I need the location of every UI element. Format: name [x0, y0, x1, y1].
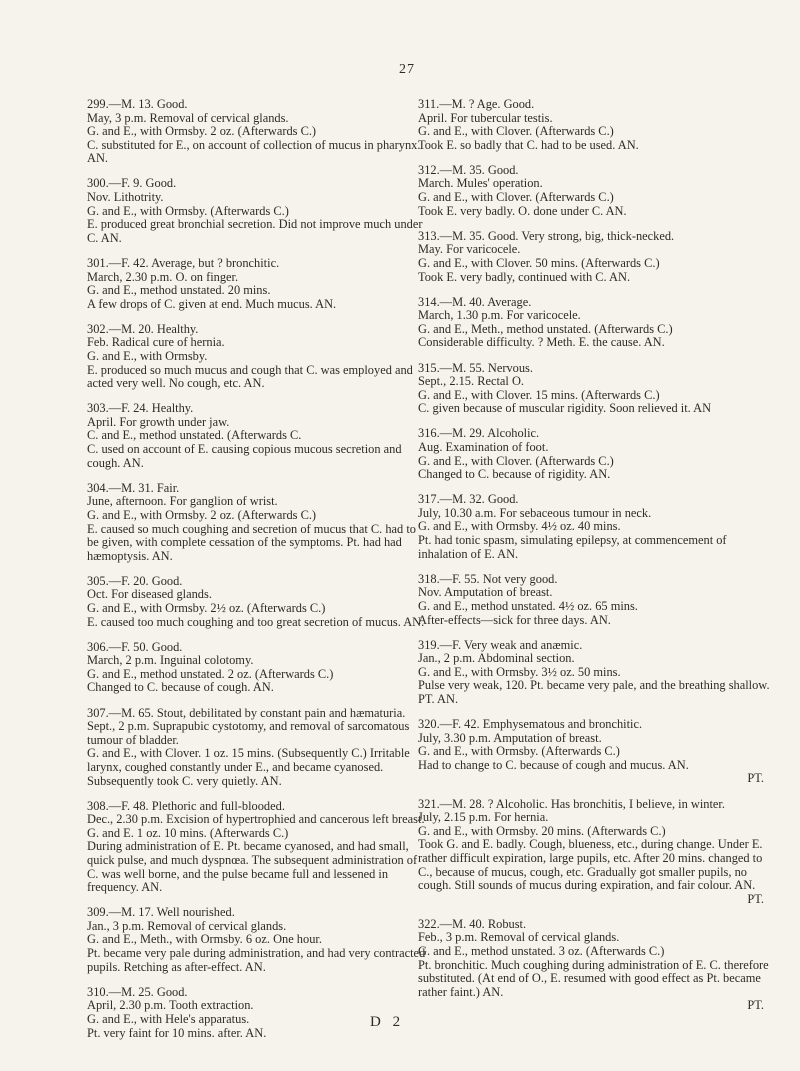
- case-line: Sept., 2 p.m. Suprapubic cystotomy, and removal of sarcomatous tumour of bladder.: [87, 719, 410, 747]
- case-heading: 303.—F. 24. Healthy.: [87, 401, 194, 416]
- case-entry-304: [87, 482, 427, 564]
- case-line: G. and E., with Ormsby. 2½ oz. (Afterwards C.): [87, 601, 326, 615]
- case-line: Took E. so badly that C. had to be used. AN.: [418, 137, 639, 152]
- case-line: Sept., 2.15. Rectal O.: [418, 374, 524, 389]
- case-entry-307: [87, 707, 427, 789]
- case-line: G. and E., Meth., with Ormsby. 6 oz. One hour.: [87, 932, 322, 947]
- case-operator: PT.: [747, 771, 764, 786]
- case-heading: 318.—F. 55. Not very good.: [418, 571, 558, 586]
- case-line: July, 10.30 a.m. For sebaceous tumour in neck.: [418, 505, 652, 520]
- case-line: Jan., 3 p.m. Removal of cervical glands.: [87, 918, 287, 933]
- case-line: G. and E., with Ormsby. 2 oz. (Afterwards C.): [87, 124, 317, 139]
- case-line: Pulse very weak, 120. Pt. became very pale, and the breathing shallow. PT. AN.: [418, 678, 770, 706]
- case-line: Nov. Amputation of breast.: [418, 585, 553, 600]
- case-line: G. and E., with Clover. (Afterwards C.): [418, 124, 614, 139]
- case-entry-319: [418, 639, 770, 707]
- case-line: G. and E., with Hele's apparatus.: [87, 1011, 250, 1026]
- case-entry-321: [418, 798, 770, 907]
- case-heading: 322.—M. 40. Robust.: [418, 916, 527, 931]
- case-entry-309: [87, 906, 427, 974]
- page-number: 27: [399, 62, 415, 77]
- case-line: Changed to C. because of rigidity. AN.: [418, 467, 611, 482]
- case-entry-318: [418, 573, 770, 627]
- case-line: G. and E., with Clover. 1 oz. 15 mins. (Subsequently C.) Irritable larynx, coughed constantly under E., and became cyanosed. Subsequently took C. very quietly. AN.: [87, 746, 410, 788]
- case-heading: 307.—M. 65. Stout, debilitated by constant pain and hæmaturia.: [87, 705, 406, 720]
- case-heading: 312.—M. 35. Good.: [418, 162, 519, 177]
- case-entry-315: [418, 362, 770, 416]
- case-operator: PT.: [747, 891, 764, 906]
- case-line: March. Mules' operation.: [418, 176, 543, 191]
- case-line: G. and E., method unstated. 4½ oz. 65 mins.: [418, 598, 638, 613]
- case-heading: 320.—F. 42. Emphysematous and bronchitic.: [418, 717, 643, 732]
- case-heading: 317.—M. 32. Good.: [418, 492, 519, 507]
- case-line: July, 3.30 p.m. Amputation of breast.: [418, 730, 602, 745]
- case-line: C. used on account of E. causing copious mucous secretion and cough. AN.: [87, 442, 402, 470]
- case-line: G. and E., with Ormsby.: [87, 349, 208, 363]
- case-line: Had to change to C. because of cough and mucus. AN.: [418, 757, 689, 772]
- case-line: G. and E., with Ormsby. 20 mins. (Afterwards C.): [418, 823, 666, 838]
- right-column: [418, 98, 770, 1024]
- case-line: G. and E., Meth., method unstated. (Afterwards C.): [418, 321, 673, 336]
- case-line: G. and E., method unstated. 2 oz. (Afterwards C.): [87, 666, 334, 681]
- case-heading: 319.—F. Very weak and anæmic.: [418, 637, 583, 652]
- case-heading: 301.—F. 42. Average, but ? bronchitic.: [87, 255, 280, 270]
- case-line: Aug. Examination of foot.: [418, 439, 549, 454]
- case-line: G. and E., with Ormsby. (Afterwards C.): [87, 203, 289, 218]
- case-line: E. produced so much mucus and cough that C. was employed and acted very well. No cough, etc. AN.: [87, 362, 413, 391]
- case-line: May. For varicocele.: [418, 242, 521, 257]
- case-line: April, 2.30 p.m. Tooth extraction.: [87, 998, 254, 1013]
- signature-mark: D 2: [370, 1014, 405, 1030]
- case-heading: 306.—F. 50. Good.: [87, 639, 183, 654]
- case-entry-302: [87, 323, 427, 391]
- case-line: Pt. bronchitic. Much coughing during administration of E. C. therefore substituted. (At end of O., E. resumed with good effect as Pt. became rather faint.) AN.: [418, 957, 769, 999]
- case-entry-312: [418, 164, 770, 218]
- case-line: Pt. became very pale during administration, and had very contracted pupils. Retching as after-effect. AN.: [87, 946, 426, 974]
- case-entry-300: [87, 177, 427, 245]
- case-line: March, 2 p.m. Inguinal colotomy.: [87, 653, 254, 668]
- case-entry-303: [87, 402, 427, 470]
- case-line: G. and E., method unstated. 3 oz. (Afterwards C.): [418, 943, 665, 958]
- case-line: March, 2.30 p.m. O. on finger.: [87, 269, 239, 284]
- case-line: G. and E., with Clover. 15 mins. (Afterwards C.): [418, 387, 660, 402]
- case-line: April. For tubercular testis.: [418, 110, 553, 125]
- case-line: Pt. very faint for 10 mins. after. AN.: [87, 1025, 267, 1040]
- case-entry-314: [418, 296, 770, 350]
- case-line: April. For growth under jaw.: [87, 414, 230, 429]
- case-heading: 315.—M. 55. Nervous.: [418, 360, 533, 375]
- case-entry-316: [418, 427, 770, 481]
- case-entry-310: [87, 986, 427, 1040]
- case-entry-313: [418, 230, 770, 284]
- case-line: Changed to C. because of cough. AN.: [87, 680, 274, 695]
- case-heading: 310.—M. 25. Good.: [87, 984, 188, 999]
- case-line: May, 3 p.m. Removal of cervical glands.: [87, 110, 289, 125]
- case-heading: 299.—M. 13. Good.: [87, 97, 188, 111]
- case-entry-305: [87, 575, 427, 629]
- case-line: June, afternoon. For ganglion of wrist.: [87, 494, 278, 509]
- case-line: G. and E., with Clover. (Afterwards C.): [418, 453, 614, 468]
- case-entry-308: [87, 800, 427, 895]
- case-line: E. produced great bronchial secretion. Did not improve much under C. AN.: [87, 217, 423, 245]
- case-heading: 314.—M. 40. Average.: [418, 294, 532, 309]
- case-entry-317: [418, 493, 770, 561]
- case-heading: 311.—M. ? Age. Good.: [418, 97, 535, 111]
- case-line: G. and E. 1 oz. 10 mins. (Afterwards C.): [87, 825, 289, 840]
- case-line: Oct. For diseased glands.: [87, 587, 212, 602]
- case-heading: 305.—F. 20. Good.: [87, 573, 183, 588]
- case-heading: 316.—M. 29. Alcoholic.: [418, 426, 540, 441]
- case-line: During administration of E. Pt. became cyanosed, and had small, quick pulse, and much dyspnœa. The subsequent administration of C. was well borne, and the pulse became full and lessened in frequency. AN.: [87, 839, 418, 895]
- case-line: July, 2.15 p.m. For hernia.: [418, 810, 549, 825]
- case-line: After-effects—sick for three days. AN.: [418, 612, 611, 627]
- case-entry-311: [418, 98, 770, 152]
- case-line: G. and E., with Ormsby. (Afterwards C.): [418, 744, 620, 759]
- case-line: Jan., 2 p.m. Abdominal section.: [418, 651, 575, 666]
- case-line: G. and E., with Ormsby. 4½ oz. 40 mins.: [418, 519, 621, 534]
- case-heading: 313.—M. 35. Good. Very strong, big, thick-necked.: [418, 228, 675, 243]
- case-line: Feb. Radical cure of hernia.: [87, 335, 225, 350]
- case-line: E. caused too much coughing and too great secretion of mucus. AN.: [87, 614, 425, 629]
- case-line: G. and E., with Ormsby. 2 oz. (Afterwards C.): [87, 507, 317, 522]
- case-line: Took E. very badly. O. done under C. AN.: [418, 203, 627, 218]
- case-line: A few drops of C. given at end. Much mucus. AN.: [87, 296, 337, 311]
- case-line: G. and E., with Ormsby. 3½ oz. 50 mins.: [418, 664, 621, 679]
- case-line: G. and E., with Clover. 50 mins. (Afterwards C.): [418, 255, 660, 270]
- case-line: G. and E., method unstated. 20 mins.: [87, 283, 271, 298]
- case-heading: 300.—F. 9. Good.: [87, 176, 177, 191]
- case-entry-320: [418, 718, 770, 786]
- case-line: E. caused so much coughing and secretion of mucus that C. had to be given, with complete cessation of the symptoms. Pt. had had hæmoptysis. AN.: [87, 521, 416, 563]
- case-line: Considerable difficulty. ? Meth. E. the cause. AN.: [418, 335, 665, 350]
- case-heading: 308.—F. 48. Plethoric and full-blooded.: [87, 798, 285, 813]
- case-entry-322: [418, 918, 770, 1013]
- case-line: Dec., 2.30 p.m. Excision of hypertrophied and cancerous left breast.: [87, 812, 425, 827]
- case-entry-301: [87, 257, 427, 311]
- case-line: G. and E., with Clover. (Afterwards C.): [418, 190, 614, 205]
- case-line: March, 1.30 p.m. For varicocele.: [418, 308, 581, 323]
- left-column: [87, 98, 427, 1052]
- case-heading: 302.—M. 20. Healthy.: [87, 321, 199, 336]
- case-operator: PT.: [747, 998, 764, 1013]
- case-line: Feb., 3 p.m. Removal of cervical glands.: [418, 930, 620, 945]
- case-heading: 304.—M. 31. Fair.: [87, 480, 180, 495]
- case-line: C. given because of muscular rigidity. Soon relieved it. AN: [418, 401, 712, 416]
- case-heading: 321.—M. 28. ? Alcoholic. Has bronchitis, I believe, in winter.: [418, 796, 725, 811]
- case-line: C. and E., method unstated. (Afterwards C.: [87, 428, 302, 443]
- case-line: Nov. Lithotrity.: [87, 190, 164, 205]
- case-entry-299: [87, 98, 427, 166]
- case-heading: 309.—M. 17. Well nourished.: [87, 905, 235, 920]
- case-line: Took G. and E. badly. Cough, blueness, etc., during change. Under E. rather difficult expiration, large pupils, etc. After 20 mins. changed to C., because of mucus, cough, etc. Gradually got smaller pupils, no cough. Still sounds of mucus during expiration, and fair colour. AN.: [418, 837, 763, 893]
- case-line: Pt. had tonic spasm, simulating epilepsy, at commencement of inhalation of E. AN.: [418, 533, 727, 561]
- case-line: Took E. very badly, continued with C. AN.: [418, 269, 631, 284]
- case-line: C. substituted for E., on account of collection of mucus in pharynx. AN.: [87, 137, 421, 166]
- case-entry-306: [87, 641, 427, 695]
